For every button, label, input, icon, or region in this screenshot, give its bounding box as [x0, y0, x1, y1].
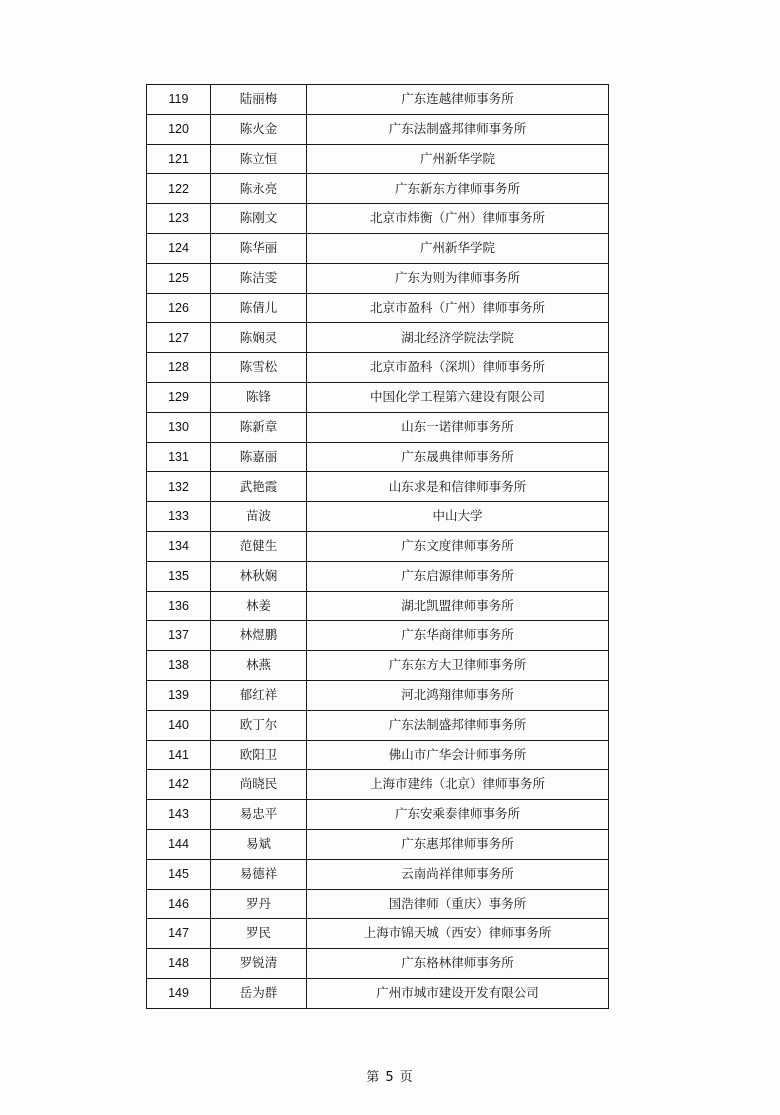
row-number-cell: 145 — [147, 859, 211, 889]
row-number-cell: 137 — [147, 621, 211, 651]
table-row — [147, 919, 609, 949]
table-row — [147, 144, 609, 174]
row-number-cell: 147 — [147, 919, 211, 949]
row-number-cell: 146 — [147, 889, 211, 919]
row-number-cell: 144 — [147, 829, 211, 859]
table-row — [147, 680, 609, 710]
table-row — [147, 949, 609, 979]
person-name-cell: 范健生 — [211, 531, 307, 561]
roster-table — [146, 84, 609, 1009]
person-name-cell: 陈嘉丽 — [211, 442, 307, 472]
person-name-cell: 陈华丽 — [211, 233, 307, 263]
row-number-cell: 130 — [147, 412, 211, 442]
organization-cell: 广东东方大卫律师事务所 — [307, 651, 609, 681]
roster-table-body — [147, 85, 609, 1009]
row-number-cell: 124 — [147, 233, 211, 263]
table-row — [147, 204, 609, 234]
organization-cell: 广州新华学院 — [307, 233, 609, 263]
person-name-cell: 易斌 — [211, 829, 307, 859]
person-name-cell: 陈新章 — [211, 412, 307, 442]
organization-cell: 中山大学 — [307, 502, 609, 532]
organization-cell: 北京市盈科（广州）律师事务所 — [307, 293, 609, 323]
person-name-cell: 陈火金 — [211, 114, 307, 144]
row-number-cell: 131 — [147, 442, 211, 472]
person-name-cell: 武艳霞 — [211, 472, 307, 502]
organization-cell: 广东晟典律师事务所 — [307, 442, 609, 472]
table-row — [147, 740, 609, 770]
person-name-cell: 尚晓民 — [211, 770, 307, 800]
person-name-cell: 林秋娴 — [211, 561, 307, 591]
person-name-cell: 陈刚文 — [211, 204, 307, 234]
person-name-cell: 陈娴灵 — [211, 323, 307, 353]
row-number-cell: 132 — [147, 472, 211, 502]
person-name-cell: 易忠平 — [211, 800, 307, 830]
table-row — [147, 800, 609, 830]
table-row — [147, 978, 609, 1008]
table-row — [147, 263, 609, 293]
person-name-cell: 陈雪松 — [211, 353, 307, 383]
table-row — [147, 621, 609, 651]
organization-cell: 湖北经济学院法学院 — [307, 323, 609, 353]
person-name-cell: 陈立恒 — [211, 144, 307, 174]
person-name-cell: 林煜鹏 — [211, 621, 307, 651]
row-number-cell: 123 — [147, 204, 211, 234]
table-row — [147, 174, 609, 204]
table-row — [147, 353, 609, 383]
table-row — [147, 502, 609, 532]
organization-cell: 广东华商律师事务所 — [307, 621, 609, 651]
table-row — [147, 770, 609, 800]
organization-cell: 广东连越律师事务所 — [307, 85, 609, 115]
row-number-cell: 133 — [147, 502, 211, 532]
row-number-cell: 135 — [147, 561, 211, 591]
row-number-cell: 125 — [147, 263, 211, 293]
table-row — [147, 233, 609, 263]
table-row — [147, 561, 609, 591]
row-number-cell: 126 — [147, 293, 211, 323]
organization-cell: 广州市城市建设开发有限公司 — [307, 978, 609, 1008]
table-row — [147, 85, 609, 115]
person-name-cell: 罗民 — [211, 919, 307, 949]
organization-cell: 广东新东方律师事务所 — [307, 174, 609, 204]
row-number-cell: 128 — [147, 353, 211, 383]
table-row — [147, 323, 609, 353]
person-name-cell: 苗波 — [211, 502, 307, 532]
organization-cell: 上海市建纬（北京）律师事务所 — [307, 770, 609, 800]
table-row — [147, 859, 609, 889]
table-row — [147, 293, 609, 323]
table-row — [147, 531, 609, 561]
row-number-cell: 142 — [147, 770, 211, 800]
organization-cell: 广东为则为律师事务所 — [307, 263, 609, 293]
person-name-cell: 陈倩儿 — [211, 293, 307, 323]
person-name-cell: 林燕 — [211, 651, 307, 681]
row-number-cell: 138 — [147, 651, 211, 681]
person-name-cell: 陈永亮 — [211, 174, 307, 204]
table-row — [147, 114, 609, 144]
organization-cell: 山东一诺律师事务所 — [307, 412, 609, 442]
row-number-cell: 120 — [147, 114, 211, 144]
row-number-cell: 139 — [147, 680, 211, 710]
person-name-cell: 岳为群 — [211, 978, 307, 1008]
row-number-cell: 141 — [147, 740, 211, 770]
organization-cell: 佛山市广华会计师事务所 — [307, 740, 609, 770]
table-row — [147, 829, 609, 859]
organization-cell: 广东法制盛邦律师事务所 — [307, 114, 609, 144]
table-row — [147, 382, 609, 412]
person-name-cell: 郁红祥 — [211, 680, 307, 710]
person-name-cell: 罗锐清 — [211, 949, 307, 979]
row-number-cell: 148 — [147, 949, 211, 979]
organization-cell: 山东求是和信律师事务所 — [307, 472, 609, 502]
row-number-cell: 127 — [147, 323, 211, 353]
table-row — [147, 651, 609, 681]
person-name-cell: 罗丹 — [211, 889, 307, 919]
organization-cell: 国浩律师（重庆）事务所 — [307, 889, 609, 919]
organization-cell: 广东安乘泰律师事务所 — [307, 800, 609, 830]
person-name-cell: 陈锋 — [211, 382, 307, 412]
table-row — [147, 889, 609, 919]
organization-cell: 北京市盈科（深圳）律师事务所 — [307, 353, 609, 383]
organization-cell: 湖北凯盟律师事务所 — [307, 591, 609, 621]
organization-cell: 广州新华学院 — [307, 144, 609, 174]
row-number-cell: 140 — [147, 710, 211, 740]
organization-cell: 河北鸿翔律师事务所 — [307, 680, 609, 710]
organization-cell: 广东格林律师事务所 — [307, 949, 609, 979]
organization-cell: 云南尚祥律师事务所 — [307, 859, 609, 889]
organization-cell: 广东启源律师事务所 — [307, 561, 609, 591]
person-name-cell: 林姜 — [211, 591, 307, 621]
person-name-cell: 陈洁雯 — [211, 263, 307, 293]
row-number-cell: 121 — [147, 144, 211, 174]
row-number-cell: 129 — [147, 382, 211, 412]
row-number-cell: 134 — [147, 531, 211, 561]
table-row — [147, 412, 609, 442]
person-name-cell: 易德祥 — [211, 859, 307, 889]
page-number: 第 5 页 — [366, 1070, 414, 1085]
row-number-cell: 136 — [147, 591, 211, 621]
organization-cell: 广东法制盛邦律师事务所 — [307, 710, 609, 740]
person-name-cell: 欧丁尔 — [211, 710, 307, 740]
organization-cell: 上海市锦天城（西安）律师事务所 — [307, 919, 609, 949]
organization-cell: 广东惠邦律师事务所 — [307, 829, 609, 859]
row-number-cell: 122 — [147, 174, 211, 204]
table-row — [147, 472, 609, 502]
row-number-cell: 149 — [147, 978, 211, 1008]
organization-cell: 中国化学工程第六建设有限公司 — [307, 382, 609, 412]
organization-cell: 广东文度律师事务所 — [307, 531, 609, 561]
table-row — [147, 710, 609, 740]
person-name-cell: 欧阳卫 — [211, 740, 307, 770]
table-row — [147, 591, 609, 621]
table-row — [147, 442, 609, 472]
organization-cell: 北京市炜衡（广州）律师事务所 — [307, 204, 609, 234]
person-name-cell: 陆丽梅 — [211, 85, 307, 115]
row-number-cell: 143 — [147, 800, 211, 830]
row-number-cell: 119 — [147, 85, 211, 115]
